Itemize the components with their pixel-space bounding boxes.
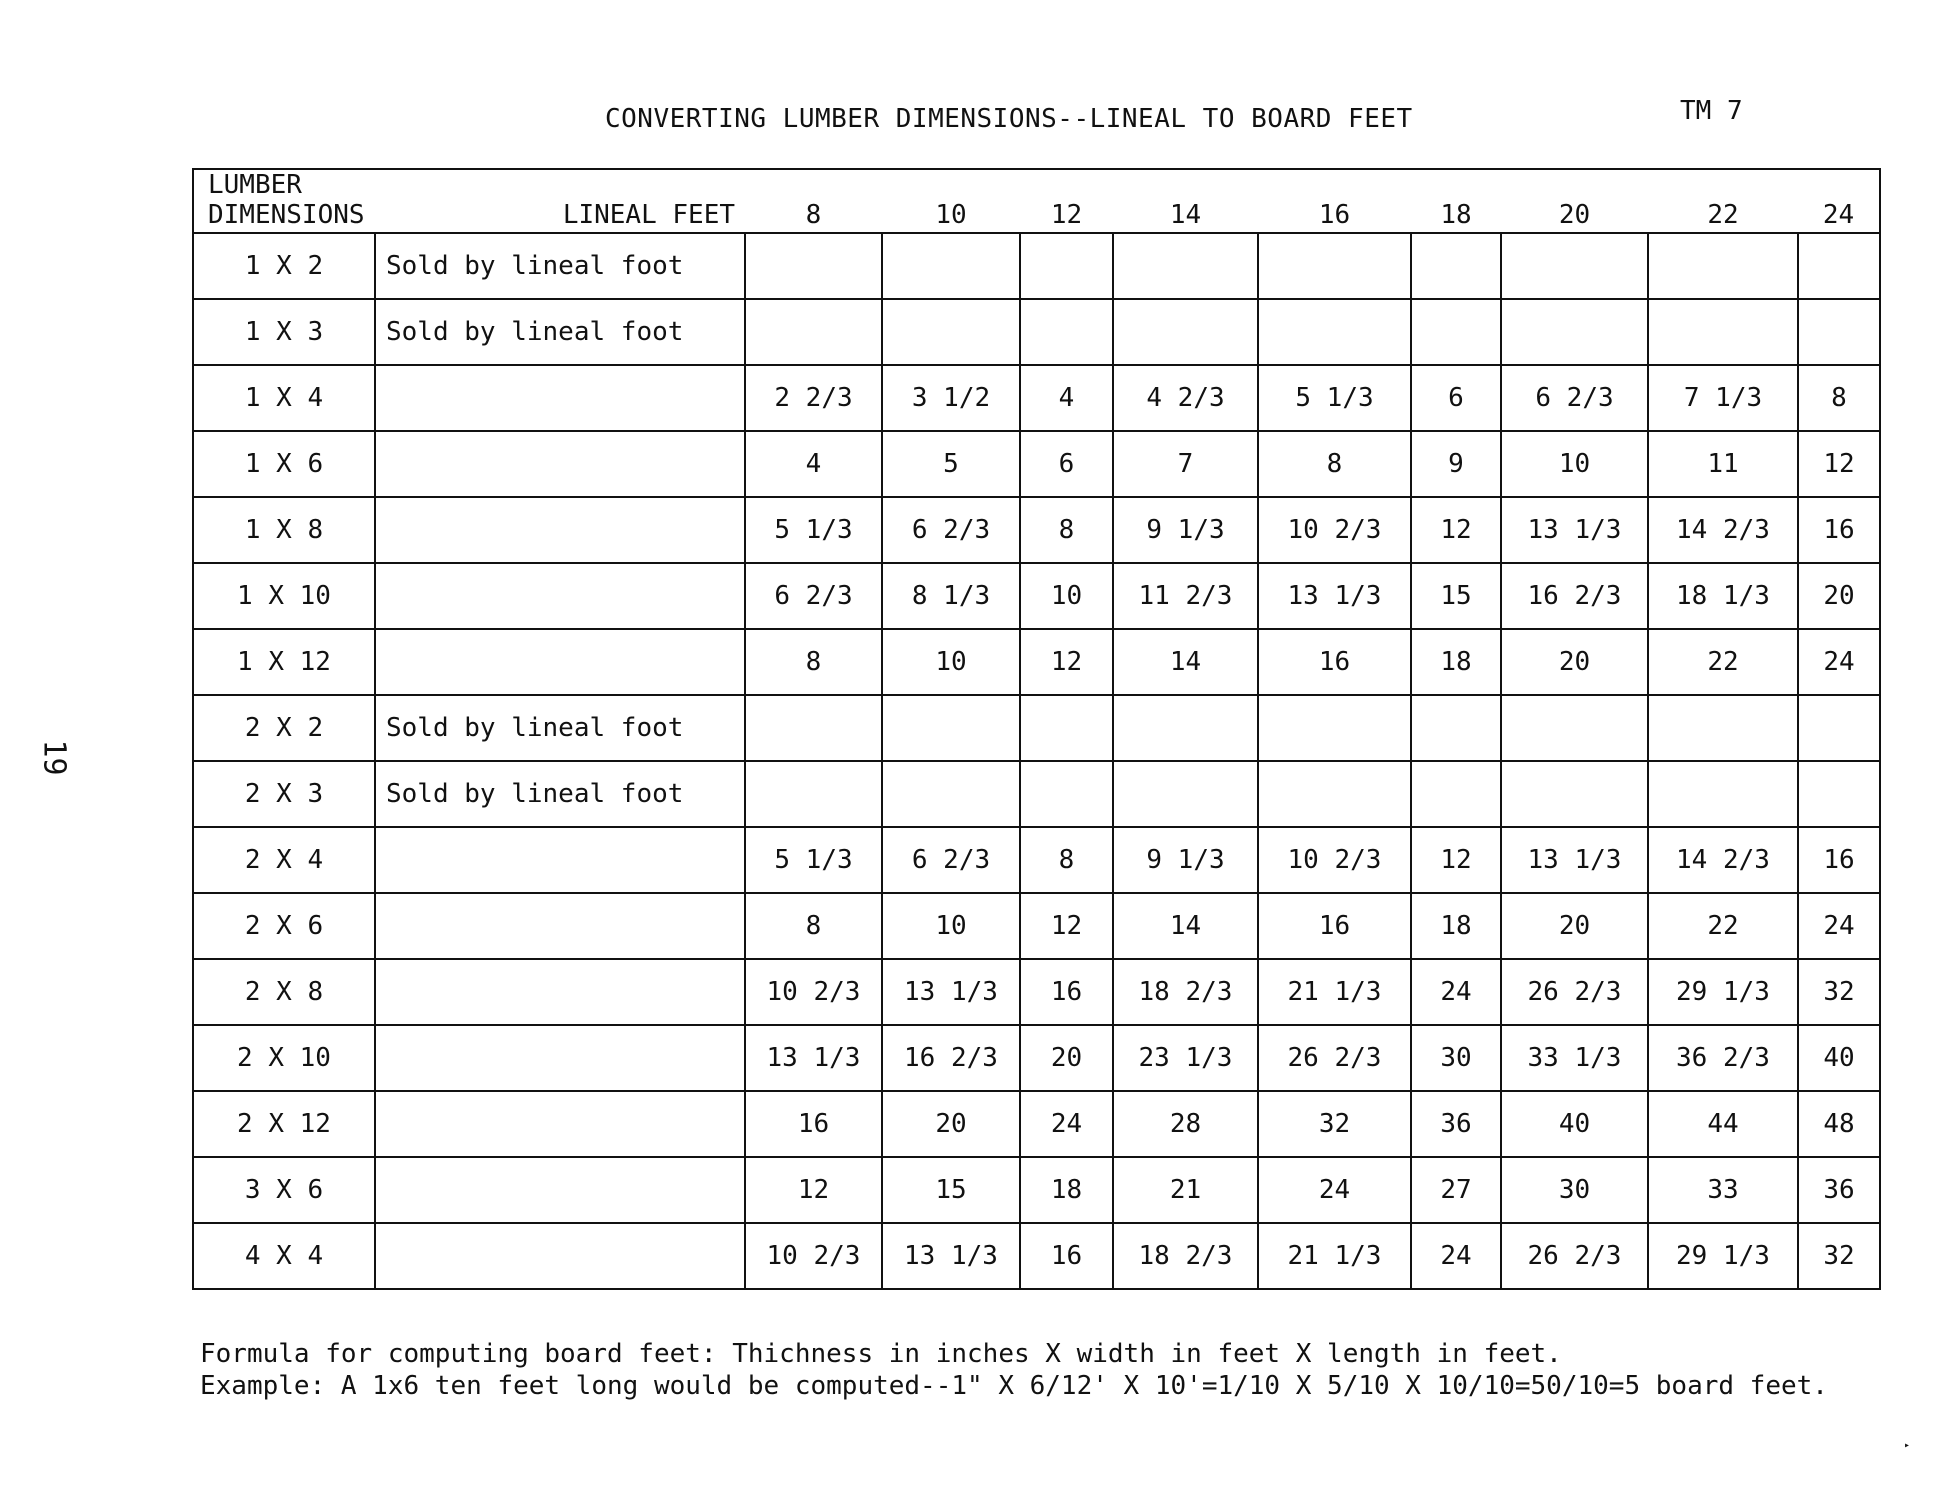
row-dimension: 2 X 2	[193, 695, 375, 761]
board-feet-cell	[1648, 695, 1798, 761]
row-note	[375, 365, 745, 431]
header-row	[193, 169, 1880, 233]
row-dimension: 1 X 2	[193, 233, 375, 299]
board-feet-cell: 16 2/3	[882, 1025, 1020, 1091]
board-feet-cell: 32	[1798, 1223, 1880, 1289]
board-feet-cell: 12	[1020, 893, 1113, 959]
board-feet-cell	[1411, 299, 1501, 365]
board-feet-cell: 22	[1648, 629, 1798, 695]
board-feet-cell: 24	[1258, 1157, 1411, 1223]
board-feet-cell: 32	[1258, 1091, 1411, 1157]
row-dimension: 4 X 4	[193, 1223, 375, 1289]
board-feet-cell: 13 1/3	[1258, 563, 1411, 629]
row-note	[375, 893, 745, 959]
row-note	[375, 629, 745, 695]
board-feet-cell: 10	[1501, 431, 1648, 497]
board-feet-cell	[1113, 761, 1258, 827]
board-feet-cell: 5	[882, 431, 1020, 497]
board-feet-cell: 12	[1020, 629, 1113, 695]
board-feet-cell: 18	[1020, 1157, 1113, 1223]
board-feet-cell: 12	[1798, 431, 1880, 497]
lumber-conversion-table	[192, 168, 1881, 1290]
row-dimension: 1 X 12	[193, 629, 375, 695]
board-feet-cell: 10 2/3	[745, 959, 882, 1025]
board-feet-cell: 6 2/3	[882, 827, 1020, 893]
board-feet-cell	[882, 761, 1020, 827]
board-feet-cell	[1020, 761, 1113, 827]
board-feet-cell: 36	[1798, 1157, 1880, 1223]
row-note	[375, 959, 745, 1025]
row-note: Sold by lineal foot	[375, 233, 745, 299]
example-line: Example: A 1x6 ten feet long would be computed--1" X 6/12' X 10'=1/10 X 5/10 X 10/10=50/10=5 board feet.	[200, 1371, 1828, 1401]
board-feet-cell: 22	[1648, 893, 1798, 959]
board-feet-cell: 16	[1258, 893, 1411, 959]
table-row	[193, 761, 1880, 827]
board-feet-cell: 14	[1113, 893, 1258, 959]
formula-note	[200, 1338, 1828, 1402]
row-note: Sold by lineal foot	[375, 299, 745, 365]
header-length: 24	[1798, 169, 1880, 233]
board-feet-cell	[1501, 233, 1648, 299]
board-feet-cell: 13 1/3	[1501, 827, 1648, 893]
board-feet-cell: 18 2/3	[1113, 959, 1258, 1025]
table-body	[193, 169, 1880, 1289]
board-feet-cell: 16	[1798, 827, 1880, 893]
header-length: 8	[745, 169, 882, 233]
board-feet-cell: 16	[745, 1091, 882, 1157]
board-feet-cell: 5 1/3	[745, 827, 882, 893]
board-feet-cell	[1258, 695, 1411, 761]
table-row	[193, 1157, 1880, 1223]
table-row	[193, 959, 1880, 1025]
page-number: 19	[36, 739, 72, 776]
table-row	[193, 497, 1880, 563]
board-feet-cell	[1411, 761, 1501, 827]
board-feet-cell	[1258, 761, 1411, 827]
row-dimension: 1 X 3	[193, 299, 375, 365]
table-row	[193, 893, 1880, 959]
board-feet-cell: 12	[745, 1157, 882, 1223]
board-feet-cell: 24	[1798, 893, 1880, 959]
board-feet-cell: 26 2/3	[1258, 1025, 1411, 1091]
header-length: 18	[1411, 169, 1501, 233]
board-feet-cell: 8	[745, 629, 882, 695]
board-feet-cell	[745, 233, 882, 299]
table-row	[193, 1091, 1880, 1157]
board-feet-cell	[1113, 695, 1258, 761]
table-row	[193, 365, 1880, 431]
board-feet-cell: 8	[1020, 497, 1113, 563]
board-feet-cell: 16	[1258, 629, 1411, 695]
board-feet-cell: 16	[1020, 1223, 1113, 1289]
board-feet-cell: 6	[1411, 365, 1501, 431]
document-title: CONVERTING LUMBER DIMENSIONS--LINEAL TO BOARD FEET	[605, 104, 1413, 134]
board-feet-cell: 13 1/3	[745, 1025, 882, 1091]
board-feet-cell	[1501, 695, 1648, 761]
board-feet-cell: 24	[1411, 959, 1501, 1025]
board-feet-cell	[1411, 233, 1501, 299]
row-dimension: 1 X 10	[193, 563, 375, 629]
row-dimension: 1 X 8	[193, 497, 375, 563]
board-feet-cell: 29 1/3	[1648, 1223, 1798, 1289]
board-feet-cell	[1501, 761, 1648, 827]
board-feet-cell: 12	[1411, 827, 1501, 893]
board-feet-cell: 13 1/3	[882, 1223, 1020, 1289]
board-feet-cell	[1020, 695, 1113, 761]
board-feet-cell: 7	[1113, 431, 1258, 497]
board-feet-cell: 10 2/3	[1258, 827, 1411, 893]
board-feet-cell	[1798, 761, 1880, 827]
row-dimension: 1 X 6	[193, 431, 375, 497]
row-dimension: 2 X 10	[193, 1025, 375, 1091]
board-feet-cell: 14 2/3	[1648, 497, 1798, 563]
board-feet-cell: 27	[1411, 1157, 1501, 1223]
board-feet-cell: 36	[1411, 1091, 1501, 1157]
board-feet-cell: 8	[745, 893, 882, 959]
board-feet-cell: 40	[1798, 1025, 1880, 1091]
board-feet-cell: 5 1/3	[745, 497, 882, 563]
board-feet-cell: 14	[1113, 629, 1258, 695]
row-dimension: 2 X 8	[193, 959, 375, 1025]
board-feet-cell: 16	[1020, 959, 1113, 1025]
header-dim-line1: LUMBER	[208, 170, 302, 200]
board-feet-cell: 6 2/3	[1501, 365, 1648, 431]
board-feet-cell: 18	[1411, 893, 1501, 959]
table-row	[193, 827, 1880, 893]
row-dimension: 2 X 4	[193, 827, 375, 893]
board-feet-cell	[745, 761, 882, 827]
board-feet-cell	[1113, 299, 1258, 365]
formula-line: Formula for computing board feet: Thichness in inches X width in feet X length in feet.	[200, 1339, 1562, 1369]
board-feet-cell: 4	[1020, 365, 1113, 431]
board-feet-cell: 10 2/3	[745, 1223, 882, 1289]
row-note	[375, 1025, 745, 1091]
header-length: 16	[1258, 169, 1411, 233]
header-length: 10	[882, 169, 1020, 233]
scan-mark: ▸	[1904, 1440, 1911, 1451]
board-feet-cell: 7 1/3	[1648, 365, 1798, 431]
board-feet-cell	[1501, 299, 1648, 365]
board-feet-cell	[1648, 761, 1798, 827]
board-feet-cell	[1411, 695, 1501, 761]
board-feet-cell: 6	[1020, 431, 1113, 497]
board-feet-cell: 6 2/3	[882, 497, 1020, 563]
board-feet-cell: 18 1/3	[1648, 563, 1798, 629]
tm-label: TM 7	[1680, 96, 1743, 126]
row-dimension: 1 X 4	[193, 365, 375, 431]
table-row	[193, 233, 1880, 299]
board-feet-cell	[1798, 233, 1880, 299]
board-feet-cell	[1798, 695, 1880, 761]
board-feet-cell: 21 1/3	[1258, 1223, 1411, 1289]
board-feet-cell: 9	[1411, 431, 1501, 497]
board-feet-cell	[745, 695, 882, 761]
board-feet-cell: 5 1/3	[1258, 365, 1411, 431]
board-feet-cell: 16	[1798, 497, 1880, 563]
board-feet-cell: 20	[882, 1091, 1020, 1157]
board-feet-cell: 18 2/3	[1113, 1223, 1258, 1289]
board-feet-cell	[882, 233, 1020, 299]
board-feet-cell: 8	[1258, 431, 1411, 497]
table-row	[193, 629, 1880, 695]
board-feet-cell: 21	[1113, 1157, 1258, 1223]
board-feet-cell: 33	[1648, 1157, 1798, 1223]
table-row	[193, 1223, 1880, 1289]
board-feet-cell: 8	[1798, 365, 1880, 431]
board-feet-cell: 11	[1648, 431, 1798, 497]
board-feet-cell: 20	[1798, 563, 1880, 629]
board-feet-cell	[1020, 233, 1113, 299]
table-row	[193, 1025, 1880, 1091]
board-feet-cell	[745, 299, 882, 365]
board-feet-cell: 30	[1501, 1157, 1648, 1223]
board-feet-cell: 28	[1113, 1091, 1258, 1157]
board-feet-cell	[1258, 299, 1411, 365]
board-feet-cell: 10 2/3	[1258, 497, 1411, 563]
row-note: Sold by lineal foot	[375, 761, 745, 827]
board-feet-cell	[1020, 299, 1113, 365]
row-note	[375, 1091, 745, 1157]
header-length: 14	[1113, 169, 1258, 233]
row-note	[375, 827, 745, 893]
board-feet-cell: 21 1/3	[1258, 959, 1411, 1025]
board-feet-cell: 4	[745, 431, 882, 497]
board-feet-cell	[882, 695, 1020, 761]
row-note	[375, 431, 745, 497]
board-feet-cell: 10	[882, 629, 1020, 695]
board-feet-cell	[1258, 233, 1411, 299]
board-feet-cell: 13 1/3	[1501, 497, 1648, 563]
board-feet-cell: 18	[1411, 629, 1501, 695]
header-dim-line2: DIMENSIONS	[208, 200, 365, 230]
board-feet-cell: 6 2/3	[745, 563, 882, 629]
board-feet-cell: 2 2/3	[745, 365, 882, 431]
header-lumber-dimensions	[193, 169, 375, 233]
row-dimension: 3 X 6	[193, 1157, 375, 1223]
board-feet-cell: 29 1/3	[1648, 959, 1798, 1025]
header-length: 20	[1501, 169, 1648, 233]
board-feet-cell: 11 2/3	[1113, 563, 1258, 629]
row-dimension: 2 X 12	[193, 1091, 375, 1157]
board-feet-cell	[1648, 299, 1798, 365]
board-feet-cell: 33 1/3	[1501, 1025, 1648, 1091]
board-feet-cell: 36 2/3	[1648, 1025, 1798, 1091]
row-note	[375, 563, 745, 629]
board-feet-cell	[882, 299, 1020, 365]
board-feet-cell: 8 1/3	[882, 563, 1020, 629]
board-feet-cell: 44	[1648, 1091, 1798, 1157]
board-feet-cell: 24	[1798, 629, 1880, 695]
board-feet-cell: 10	[882, 893, 1020, 959]
board-feet-cell: 20	[1020, 1025, 1113, 1091]
board-feet-cell: 9 1/3	[1113, 827, 1258, 893]
row-note	[375, 497, 745, 563]
header-length: 22	[1648, 169, 1798, 233]
board-feet-cell: 30	[1411, 1025, 1501, 1091]
board-feet-cell: 20	[1501, 893, 1648, 959]
board-feet-cell: 24	[1020, 1091, 1113, 1157]
table-row	[193, 299, 1880, 365]
board-feet-cell: 12	[1411, 497, 1501, 563]
board-feet-cell	[1798, 299, 1880, 365]
table-row	[193, 563, 1880, 629]
board-feet-cell	[1648, 233, 1798, 299]
board-feet-cell: 48	[1798, 1091, 1880, 1157]
board-feet-cell: 24	[1411, 1223, 1501, 1289]
row-note	[375, 1157, 745, 1223]
row-note	[375, 1223, 745, 1289]
board-feet-cell	[1113, 233, 1258, 299]
header-length: 12	[1020, 169, 1113, 233]
board-feet-cell: 4 2/3	[1113, 365, 1258, 431]
board-feet-cell: 9 1/3	[1113, 497, 1258, 563]
row-dimension: 2 X 6	[193, 893, 375, 959]
board-feet-cell: 3 1/2	[882, 365, 1020, 431]
row-dimension: 2 X 3	[193, 761, 375, 827]
board-feet-cell: 10	[1020, 563, 1113, 629]
board-feet-cell: 14 2/3	[1648, 827, 1798, 893]
board-feet-cell: 13 1/3	[882, 959, 1020, 1025]
board-feet-cell: 15	[882, 1157, 1020, 1223]
board-feet-cell: 23 1/3	[1113, 1025, 1258, 1091]
header-lineal-feet: LINEAL FEET	[375, 169, 745, 233]
board-feet-cell: 20	[1501, 629, 1648, 695]
row-note: Sold by lineal foot	[375, 695, 745, 761]
table-row	[193, 431, 1880, 497]
table-row	[193, 695, 1880, 761]
board-feet-cell: 8	[1020, 827, 1113, 893]
board-feet-cell: 16 2/3	[1501, 563, 1648, 629]
board-feet-cell: 15	[1411, 563, 1501, 629]
board-feet-cell: 40	[1501, 1091, 1648, 1157]
board-feet-cell: 26 2/3	[1501, 1223, 1648, 1289]
board-feet-cell: 32	[1798, 959, 1880, 1025]
board-feet-cell: 26 2/3	[1501, 959, 1648, 1025]
